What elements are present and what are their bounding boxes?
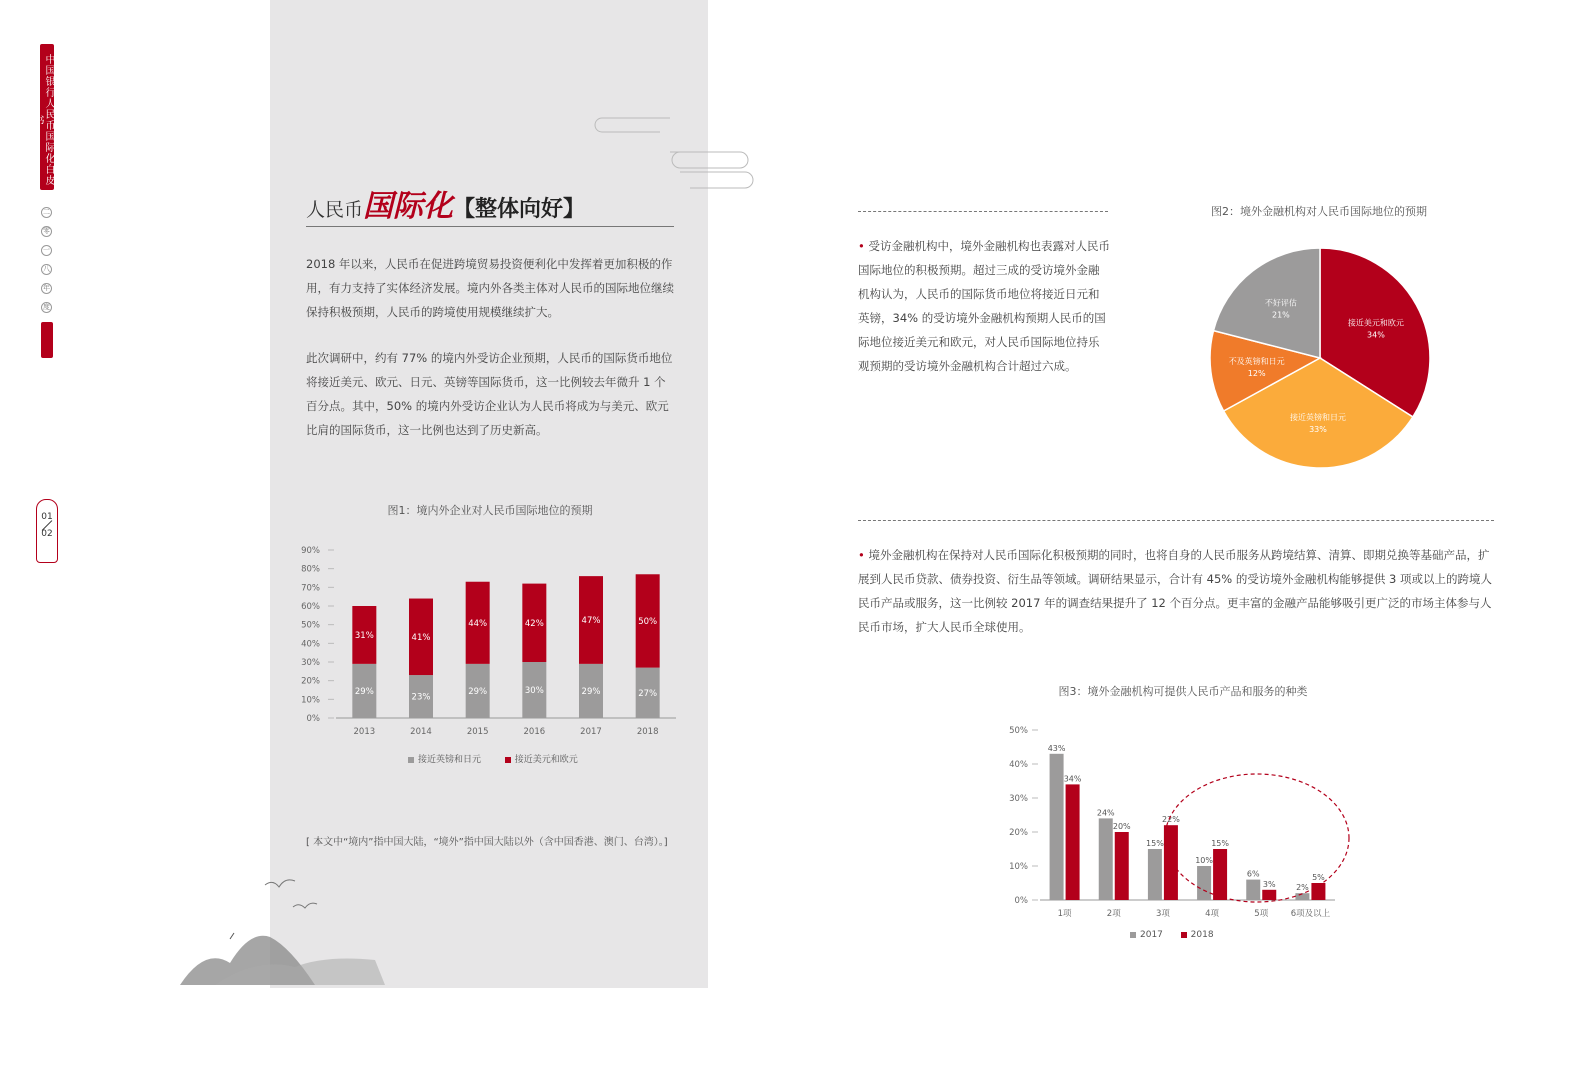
y-tick-label: 20% xyxy=(1009,828,1028,838)
divider-dashed xyxy=(858,211,1108,212)
pie-slice-value: 12% xyxy=(1247,368,1266,378)
data-label: 29% xyxy=(354,686,374,697)
heading-part2: 国际化 xyxy=(363,189,454,224)
bar-2017 xyxy=(1197,866,1211,900)
heading-part3: 【整体向好】 xyxy=(453,197,586,222)
data-label: 5% xyxy=(1312,873,1325,882)
x-tick-label: 2016 xyxy=(523,727,546,737)
data-label: 44% xyxy=(468,618,488,629)
chart3-legend xyxy=(1130,930,1290,940)
chart1-stacked-bar xyxy=(296,540,681,740)
chart2-pie xyxy=(1200,238,1440,478)
x-tick-label: 4项 xyxy=(1205,909,1220,919)
x-tick-label: 2017 xyxy=(580,727,602,737)
document-title-vertical: 中国银行人民币国际化白皮书 xyxy=(40,44,54,190)
data-label: 27% xyxy=(638,688,658,699)
year-char-circle: 八 xyxy=(43,265,50,273)
heading-underline xyxy=(306,226,674,227)
data-label: 47% xyxy=(581,616,601,626)
data-label: 15% xyxy=(1211,839,1229,848)
y-tick-label: 50% xyxy=(1009,726,1028,736)
legend-label: 接近美元和欧元 xyxy=(514,755,578,765)
page-number-bottom: 02 xyxy=(41,529,53,539)
data-label: 3% xyxy=(1262,879,1276,889)
pie-slice-name: 不好评估 xyxy=(1264,298,1297,308)
data-label: 31% xyxy=(354,630,374,641)
year-char-circle: 二 xyxy=(43,208,50,216)
seal-stamp-icon xyxy=(41,322,53,358)
x-tick-label: 2018 xyxy=(636,727,659,737)
legend-label: 接近英镑和日元 xyxy=(418,755,482,765)
pie-slice-name: 接近英镑和日元 xyxy=(1289,412,1346,422)
y-tick-label: 60% xyxy=(301,602,320,612)
y-tick-label: 80% xyxy=(301,564,320,575)
pie-slice-value: 33% xyxy=(1309,424,1327,434)
bar-2017 xyxy=(1148,849,1162,900)
y-tick-label: 10% xyxy=(1009,862,1028,872)
y-tick-label: 0% xyxy=(306,714,320,724)
bar-2017 xyxy=(1099,818,1113,900)
left-paragraph-2: 此次调研中，约有 77% 的境内外受访企业预期，人民币的国际货币地位将接近美元、欧元、日元、英镑等国际货币，这一比例较去年微升 1 个百分点。其中，50% 的境内外受访企业认为人民币将成为与美元、欧元比肩的国际货币，这一比例也达到了历史新高。 xyxy=(306,351,673,437)
data-label: 20% xyxy=(1112,822,1131,831)
bullet-dot: • xyxy=(858,239,865,253)
page-number-box xyxy=(36,499,58,563)
bar-2017 xyxy=(1246,880,1260,900)
data-label: 29% xyxy=(581,686,601,697)
data-label: 24% xyxy=(1096,808,1115,818)
legend-swatch-red xyxy=(505,757,511,763)
right-paragraph-1 xyxy=(858,234,1110,378)
bar-2018 xyxy=(1164,825,1178,900)
data-label: 30% xyxy=(524,686,544,696)
data-label: 34% xyxy=(1063,774,1082,784)
y-tick-label: 90% xyxy=(301,546,320,556)
bar-2018 xyxy=(1213,849,1227,900)
y-tick-label: 20% xyxy=(301,676,320,687)
data-label: 15% xyxy=(1146,839,1164,848)
bar-2018 xyxy=(1115,832,1129,900)
landscape-ink-decoration-icon xyxy=(175,875,385,990)
data-label: 43% xyxy=(1047,743,1066,753)
legend-label: 2017 xyxy=(1140,930,1163,940)
year-char-circle: 年 xyxy=(43,284,50,292)
data-label: 41% xyxy=(411,632,431,643)
y-tick-label: 50% xyxy=(301,620,320,631)
divider-dashed xyxy=(858,520,1494,521)
x-tick-label: 2014 xyxy=(410,727,432,737)
bullet-dot: • xyxy=(858,548,865,562)
y-tick-label: 30% xyxy=(1009,794,1028,804)
data-label: 42% xyxy=(524,618,544,629)
year-char-circle: 零 xyxy=(43,227,50,235)
pie-slice-value: 34% xyxy=(1367,330,1385,340)
page-number-top: 01 xyxy=(41,512,53,522)
data-label: 50% xyxy=(638,616,658,627)
y-tick-label: 40% xyxy=(1009,760,1028,770)
x-tick-label: 1项 xyxy=(1057,909,1072,919)
chart3-grouped-bar xyxy=(1000,720,1360,925)
x-tick-label: 2项 xyxy=(1106,909,1121,919)
x-tick-label: 3项 xyxy=(1155,909,1170,919)
y-tick-label: 40% xyxy=(301,639,320,650)
cloud-decoration-icon xyxy=(590,112,755,197)
legend-swatch-red xyxy=(1181,932,1187,938)
y-tick-label: 70% xyxy=(301,583,320,594)
legend-swatch-gray xyxy=(408,757,414,763)
year-char-circle: 一 xyxy=(43,246,50,254)
data-label: 6% xyxy=(1246,869,1260,879)
y-tick-label: 10% xyxy=(301,695,320,706)
data-label: 23% xyxy=(411,692,431,703)
chart1-legend xyxy=(408,752,668,765)
x-tick-label: 2015 xyxy=(466,727,489,737)
right-paragraph-1-text: 受访金融机构中，境外金融机构也表露对人民币国际地位的积极预期。超过三成的受访境外金融机构认为，人民币的国际货币地位将接近日元和英镑，34% 的受访境外金融机构预期人民币的国际地位接近美元和欧元，对人民币国际地位持乐观预期的受访境外金融机构合计超过六成。 xyxy=(858,239,1110,373)
legend-label: 2018 xyxy=(1190,930,1214,940)
left-paragraph-1: 2018 年以来，人民币在促进跨境贸易投资便利化中发挥着更加积极的作用，有力支持了实体经济发展。境内外各类主体对人民币的国际地位继续保持积极预期，人民币的跨境使用规模继续扩大。 xyxy=(306,257,674,319)
heading-part1: 人民币 xyxy=(306,199,364,221)
right-paragraph-2-text: 境外金融机构在保持对人民币国际化积极预期的同时，也将自身的人民币服务从跨境结算、清算、即期兑换等基础产品，扩展到人民币贷款、债券投资、衍生品等领域。调研结果显示，合计有 45% 的受访境外金融机构能够提供 3 项或以上的跨境人民币产品或服务，这一比例较 2017 年的调查结果提升了 12 个百分点。更丰富的金融产品能够吸引更广泛的市场主体参与人民币市场，扩大人民币全球使用。 xyxy=(858,548,1492,634)
chart2-title: 图2：境外金融机构对人民币国际地位的预期 xyxy=(1211,205,1427,218)
data-label: 2% xyxy=(1296,883,1309,893)
y-tick-label: 0% xyxy=(1014,896,1028,906)
page-heading xyxy=(306,181,585,225)
pie-slice-name: 不及英镑和日元 xyxy=(1228,356,1285,366)
x-tick-label: 2013 xyxy=(353,727,376,737)
data-label: 22% xyxy=(1162,815,1180,825)
x-tick-label: 5项 xyxy=(1254,909,1269,919)
legend-swatch-gray xyxy=(1130,932,1136,938)
x-tick-label: 6项及以上 xyxy=(1290,909,1331,919)
chart3-title: 图3：境外金融机构可提供人民币产品和服务的种类 xyxy=(1058,685,1308,698)
bar-2017 xyxy=(1050,754,1064,900)
y-tick-label: 30% xyxy=(301,658,320,668)
data-label: 10% xyxy=(1195,856,1213,865)
right-paragraph-2 xyxy=(858,543,1494,639)
data-label: 29% xyxy=(468,686,488,697)
bar-2018 xyxy=(1066,784,1080,900)
chart1-title: 图1：境内外企业对人民币国际地位的预期 xyxy=(387,504,593,517)
pie-slice-value: 21% xyxy=(1272,310,1290,320)
bar-2018 xyxy=(1262,890,1276,900)
pie-slice-name: 接近美元和欧元 xyxy=(1347,318,1404,328)
footnote: [ 本文中“境内”指中国大陆，“境外”指中国大陆以外（含中国香港、澳门、台湾）。] xyxy=(306,837,668,848)
year-char-circle: 度 xyxy=(43,303,50,311)
